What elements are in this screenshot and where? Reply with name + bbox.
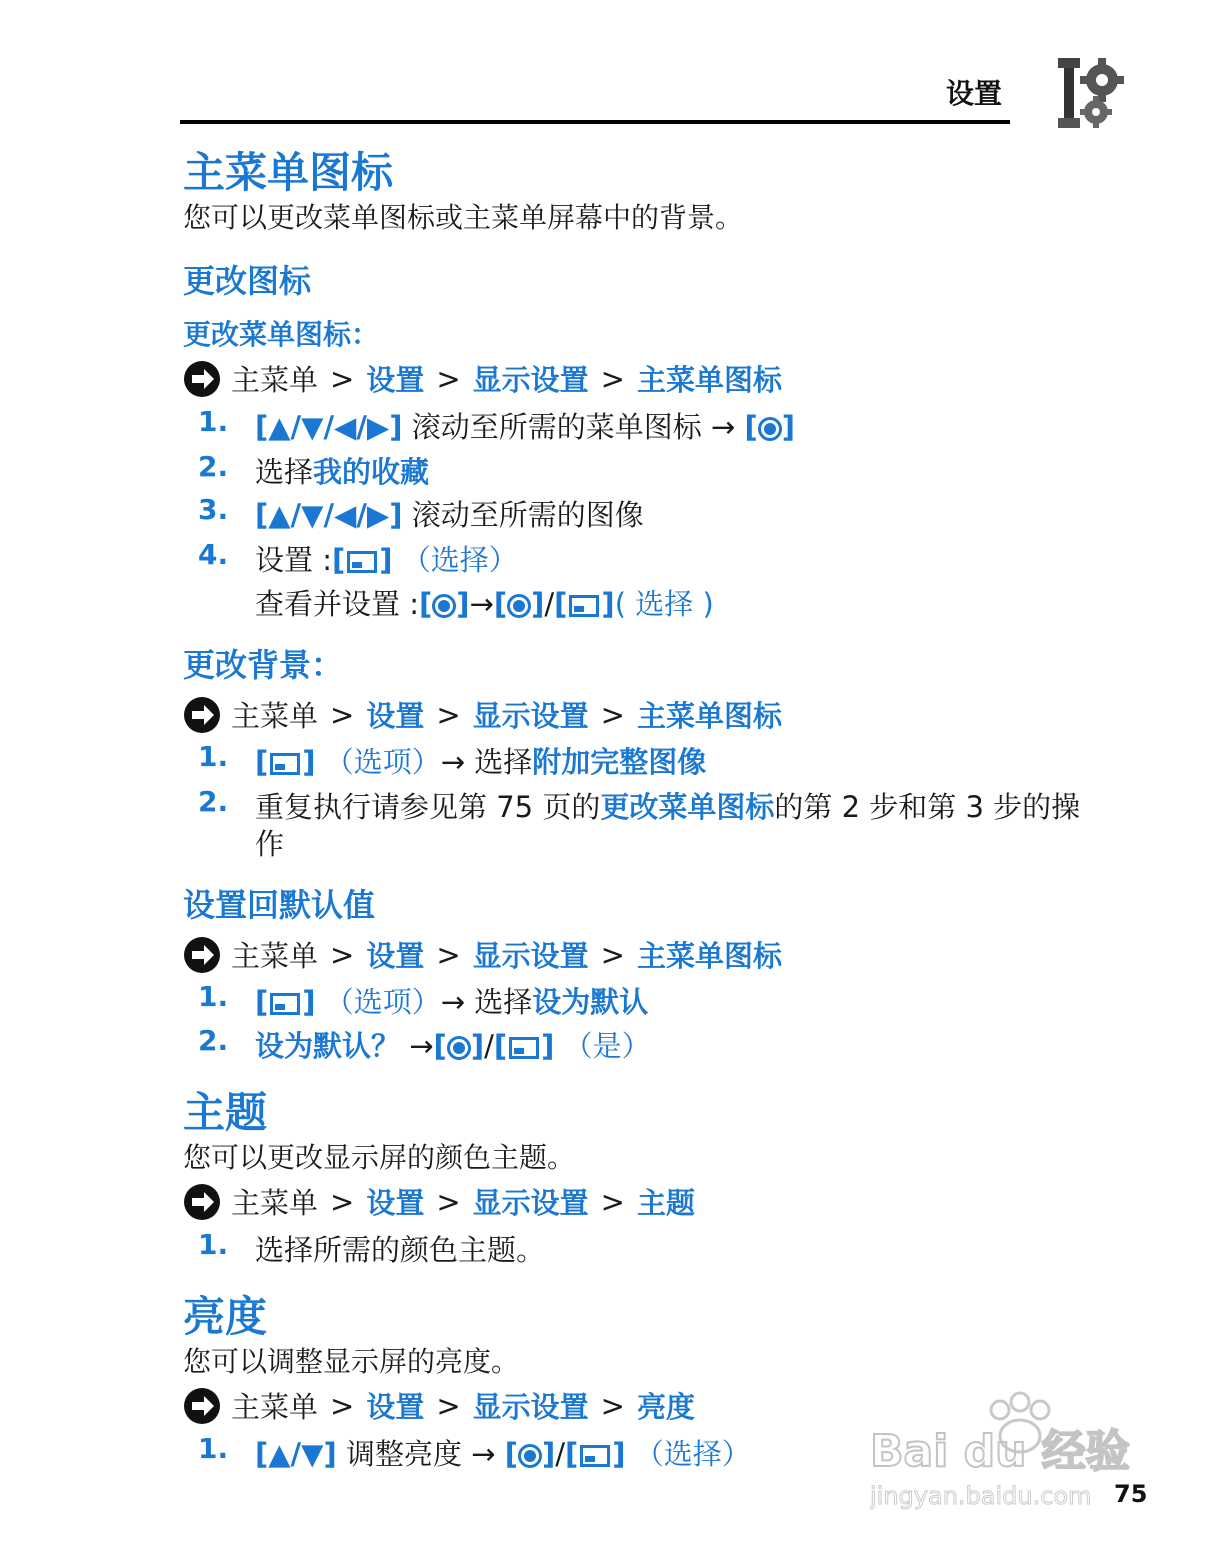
subsection-title-change-icon: 更改图标: [183, 262, 312, 300]
step-desc: → 选择: [440, 985, 533, 1019]
path-separator: >: [436, 1184, 461, 1219]
step-number: 1.: [198, 405, 229, 438]
step-text: [255, 450, 429, 491]
menu-path: [183, 934, 782, 975]
path-separator: >: [600, 697, 625, 732]
softkey-label: （选择）: [634, 1437, 751, 1471]
path-separator: >: [330, 697, 355, 732]
path-separator: >: [330, 361, 355, 396]
softkey: [ ]: [554, 587, 615, 621]
softkey-left-icon: [347, 551, 377, 573]
step-desc: 选择: [255, 455, 314, 489]
subsection-subtitle-change-bg: 更改背景：: [183, 646, 344, 684]
path-item: 显示设置: [472, 939, 589, 973]
softkey-left-icon: [580, 1445, 610, 1467]
step-number: 1.: [198, 740, 229, 773]
ok-key: [ ]: [493, 587, 545, 621]
path-item: 主菜单: [231, 939, 319, 973]
path-separator: >: [600, 1184, 625, 1219]
nav-key-2way: [▲/▼]: [255, 1437, 337, 1471]
ok-key-icon: [758, 417, 782, 441]
step-desc: 调整亮度 →: [345, 1437, 496, 1471]
path-item: 设置: [366, 939, 425, 973]
path-separator: >: [330, 1388, 355, 1423]
step-text: 选择所需的颜色主题。: [255, 1233, 546, 1267]
path-separator: >: [436, 1388, 461, 1423]
nav-key-4way: [▲/▼/◀/▶]: [255, 410, 403, 444]
path-arrow-icon: [183, 696, 221, 734]
step-desc: 设置 :: [255, 543, 332, 577]
path-arrow-icon: [183, 1183, 221, 1221]
path-item: 显示设置: [472, 363, 589, 397]
section-desc-brightness: 您可以调整显示屏的亮度。: [183, 1345, 520, 1378]
path-item: 设置: [366, 1390, 425, 1424]
section-title-brightness: 亮度: [183, 1292, 268, 1341]
path-item: 主菜单: [231, 363, 319, 397]
step-extra: [255, 582, 714, 623]
step-text: [255, 1024, 651, 1065]
ok-key: [ ]: [744, 410, 795, 444]
path-item: 显示设置: [472, 1390, 589, 1424]
path-item: 显示设置: [472, 1186, 589, 1220]
arrow: →: [469, 587, 494, 621]
softkey-label: （选项）: [324, 745, 441, 779]
path-item: 亮度: [636, 1390, 695, 1424]
path-separator: >: [436, 937, 461, 972]
step-text: [255, 980, 648, 1021]
menu-path: [183, 1181, 695, 1222]
step-number: 3.: [198, 493, 229, 526]
softkey: [ ]: [255, 985, 316, 1019]
path-arrow-icon: [183, 1387, 221, 1425]
step-number: 1.: [198, 1228, 229, 1261]
step-number: 2.: [198, 450, 229, 483]
step-highlight: 设为默认: [532, 985, 649, 1019]
path-item: 主菜单: [231, 699, 319, 733]
step-desc: 滚动至所需的菜单图标 →: [411, 410, 736, 444]
step-text: [255, 785, 1080, 826]
path-item: 设置: [366, 1186, 425, 1220]
step-desc: → 选择: [440, 745, 533, 779]
softkey-label: ( 选择 ): [614, 587, 714, 621]
slash: /: [555, 1437, 565, 1471]
step-text-cont: 作: [255, 827, 285, 861]
path-item: 主题: [636, 1186, 695, 1220]
watermark-url: jingyan.baidu.com: [870, 1482, 1092, 1510]
softkey: [ ]: [332, 543, 393, 577]
arrow: →: [409, 1029, 434, 1063]
page-number: 75: [1114, 1480, 1148, 1508]
step-desc: 查看并设置 :: [255, 587, 419, 621]
section-desc-theme: 您可以更改显示屏的颜色主题。: [183, 1141, 576, 1174]
step-number: 4.: [198, 538, 229, 571]
header-title: 设置: [946, 77, 1003, 110]
ok-key: [ ]: [504, 1437, 556, 1471]
watermark-brand: Bai du 经验: [870, 1426, 1130, 1477]
path-separator: >: [600, 1388, 625, 1423]
softkey-left-icon: [569, 595, 599, 617]
path-arrow-icon: [183, 936, 221, 974]
softkey-label: （选择）: [401, 543, 518, 577]
step-highlight: 附加完整图像: [532, 745, 707, 779]
step-text: [255, 1432, 751, 1473]
step-desc: 的第 2 步和第 3 步的操: [774, 790, 1081, 824]
slash: /: [544, 587, 555, 621]
path-item: 主菜单: [231, 1186, 319, 1220]
path-item: 主菜单: [231, 1390, 319, 1424]
step-text: [255, 493, 644, 534]
step-desc: 重复执行请参见第 75 页的: [255, 790, 601, 824]
step-number: 1.: [198, 980, 229, 1013]
ok-key-icon: [447, 1036, 471, 1060]
softkey: [ ]: [255, 745, 316, 779]
step-desc: 滚动至所需的图像: [411, 498, 644, 532]
ok-key-icon: [432, 594, 456, 618]
path-item: 主菜单图标: [636, 939, 782, 973]
step-text: [255, 405, 795, 446]
path-separator: >: [600, 361, 625, 396]
step-highlight: 更改菜单图标: [600, 790, 775, 824]
nav-key-4way: [▲/▼/◀/▶]: [255, 498, 403, 532]
path-separator: >: [600, 937, 625, 972]
header-rule: [180, 120, 1010, 124]
path-separator: >: [436, 361, 461, 396]
path-item: 设置: [366, 699, 425, 733]
softkey-label: （选项）: [324, 985, 441, 1019]
step-number: 2.: [198, 1024, 229, 1057]
step-highlight: 我的收藏: [313, 455, 430, 489]
subsection-title-reset: 设置回默认值: [183, 886, 376, 924]
step-text: [255, 740, 706, 781]
section-desc-main-icon: 您可以更改菜单图标或主菜单屏幕中的背景。: [183, 201, 744, 234]
path-separator: >: [330, 1184, 355, 1219]
step-number: 2.: [198, 785, 229, 818]
path-item: 主菜单图标: [636, 699, 782, 733]
softkey-label: （是）: [563, 1029, 651, 1063]
slash: /: [484, 1029, 494, 1063]
softkey: [ ]: [493, 1029, 555, 1063]
menu-path: [183, 358, 782, 399]
settings-gears-icon: [1052, 54, 1132, 134]
step-number: 1.: [198, 1432, 229, 1465]
path-item: 主菜单图标: [636, 363, 782, 397]
path-separator: >: [436, 697, 461, 732]
section-title-main-icon: 主菜单图标: [183, 148, 394, 197]
menu-path: [183, 1385, 695, 1426]
softkey-left-icon: [270, 753, 300, 775]
path-item: 显示设置: [472, 699, 589, 733]
menu-path: [183, 694, 782, 735]
path-item: 设置: [366, 363, 425, 397]
step-highlight: 设为默认？: [255, 1029, 401, 1063]
softkey: [ ]: [565, 1437, 626, 1471]
step-text: [255, 538, 518, 579]
softkey-left-icon: [509, 1037, 539, 1059]
path-separator: >: [330, 937, 355, 972]
softkey-left-icon: [270, 993, 300, 1015]
ok-key: [ ]: [419, 587, 470, 621]
section-title-theme: 主题: [183, 1088, 268, 1137]
ok-key: [ ]: [433, 1029, 485, 1063]
subsection-subtitle-change-menu-icon: 更改菜单图标：: [183, 318, 380, 351]
ok-key-icon: [518, 1444, 542, 1468]
ok-key-icon: [507, 594, 531, 618]
path-arrow-icon: [183, 360, 221, 398]
